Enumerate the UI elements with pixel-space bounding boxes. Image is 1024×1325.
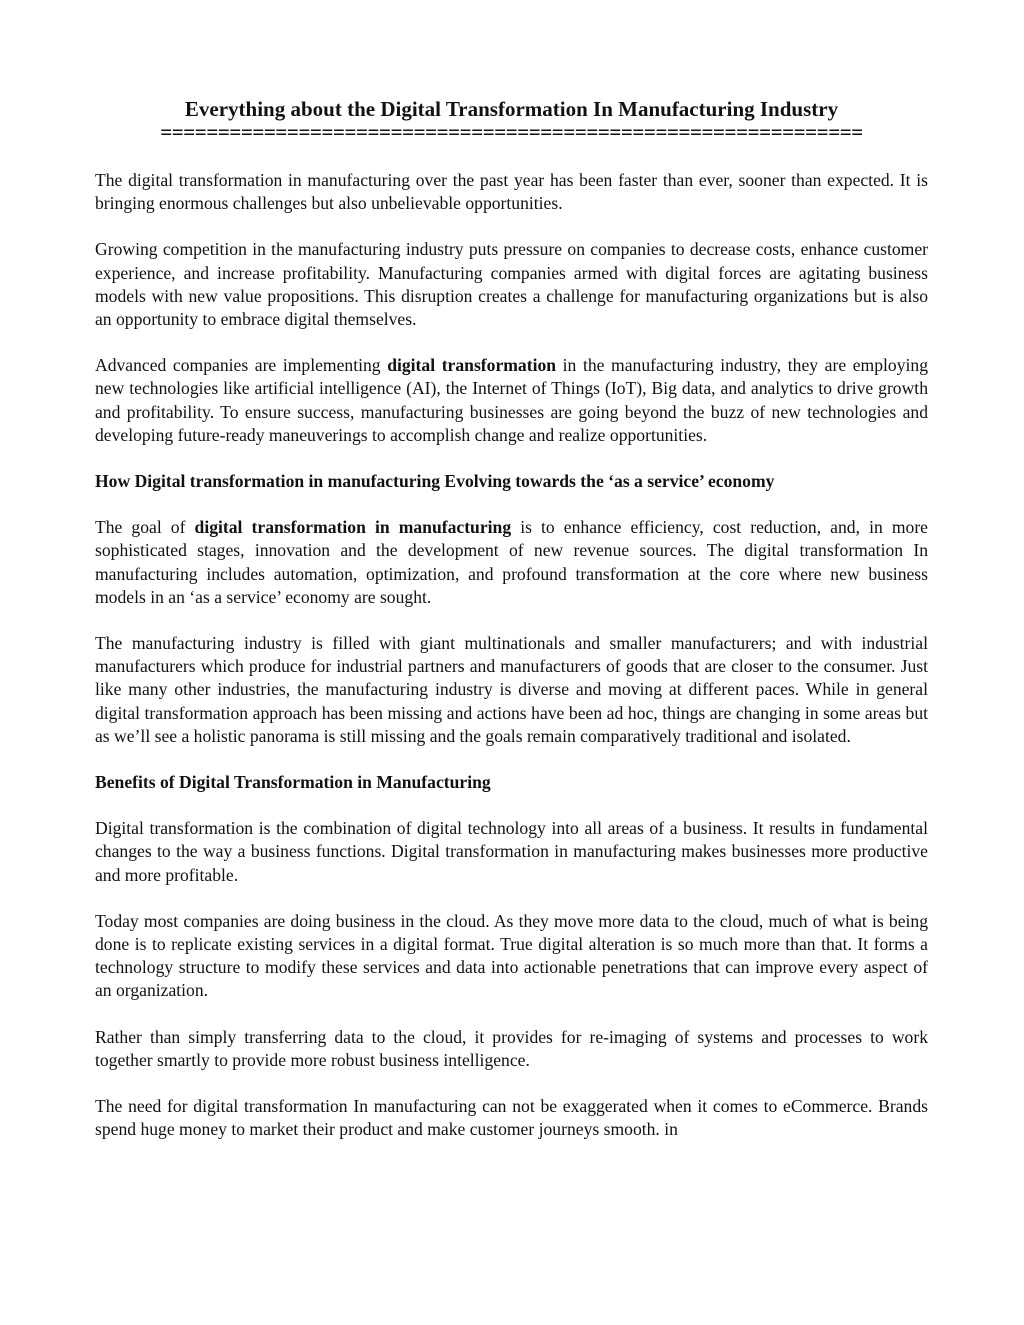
paragraph-ecommerce: The need for digital transformation In manufacturing can not be exaggerated when it comes to eCommerce. Brands spend huge money to market their product and make customer journeys smooth. in (95, 1096, 928, 1140)
paragraph-advanced-companies (95, 354, 928, 447)
title-underline: ============================================================= (160, 122, 863, 142)
bold-term: digital transformation in manufacturing (194, 517, 512, 538)
paragraph-competition: Growing competition in the manufacturing industry puts pressure on companies to decrease costs, enhance customer experience, and increase profitability. Manufacturing companies armed with digital forces are agitating business models with new value propositions. This disruption creates a challenge for manufacturing organizations but is also an opportunity to embrace digital themselves. (95, 239, 928, 330)
paragraph-text: in the manufacturing industry, they are employing new technologies like artificial intelligence (AI), the Internet of Things (IoT), Big data, and analytics to drive growth and profitability. To ensure success, manufacturing businesses are going beyond the buzz of new technologies and developing future-ready maneuverings to accomplish change and realize opportunities. (95, 355, 928, 445)
document-page (95, 96, 928, 1165)
paragraph-combination: Digital transformation is the combination of digital technology into all areas of a business. It results in fundamental changes to the way a business functions. Digital transformation in manufacturing makes businesses more productive and more profitable. (95, 818, 928, 885)
paragraph-text: Advanced companies are implementing (95, 355, 388, 376)
paragraph-transferring: Rather than simply transferring data to the cloud, it provides for re-imaging of systems and processes to work together smartly to provide more robust business intelligence. (95, 1026, 928, 1070)
paragraph-text: is to enhance efficiency, cost reduction, and, in more sophisticated stages, innovation and the development of new revenue sources. The digital transformation In manufacturing includes automation, optimization, and profound transformation at the core where new business models in an ‘as a service’ economy are sought. (95, 517, 928, 607)
section-heading-benefits: Benefits of Digital Transformation in Manufacturing (95, 772, 491, 793)
page-title: Everything about the Digital Transformation In Manufacturing Industry (184, 97, 839, 121)
section-heading-evolving: How Digital transformation in manufacturing Evolving towards the ‘as a service’ economy (95, 471, 775, 492)
paragraph-cloud: Today most companies are doing business in the cloud. As they move more data to the cloud, much of what is being done is to replicate existing services in a digital format. True digital alteration is so much more than that. It forms a technology structure to modify these services and data into actionable penetrations that can improve every aspect of an organization. (95, 910, 928, 1001)
paragraph-text: The goal of (95, 517, 195, 538)
paragraph-goal (95, 516, 928, 609)
paragraph-intro: The digital transformation in manufacturing over the past year has been faster than ever, sooner than expected. It is bringing enormous challenges but also unbelievable opportunities. (95, 170, 928, 214)
bold-term: digital transformation (387, 355, 557, 376)
paragraph-industry: The manufacturing industry is filled with giant multinationals and smaller manufacturers; and with industrial manufacturers which produce for industrial partners and manufacturers of goods that are closer to the consumer. Just like many other industries, the manufacturing industry is diverse and moving at different paces. While in general digital transformation approach has been missing and actions have been ad hoc, things are changing in some areas but as we’ll see a holistic panorama is still missing and the goals remain comparatively traditional and isolated. (95, 633, 928, 746)
